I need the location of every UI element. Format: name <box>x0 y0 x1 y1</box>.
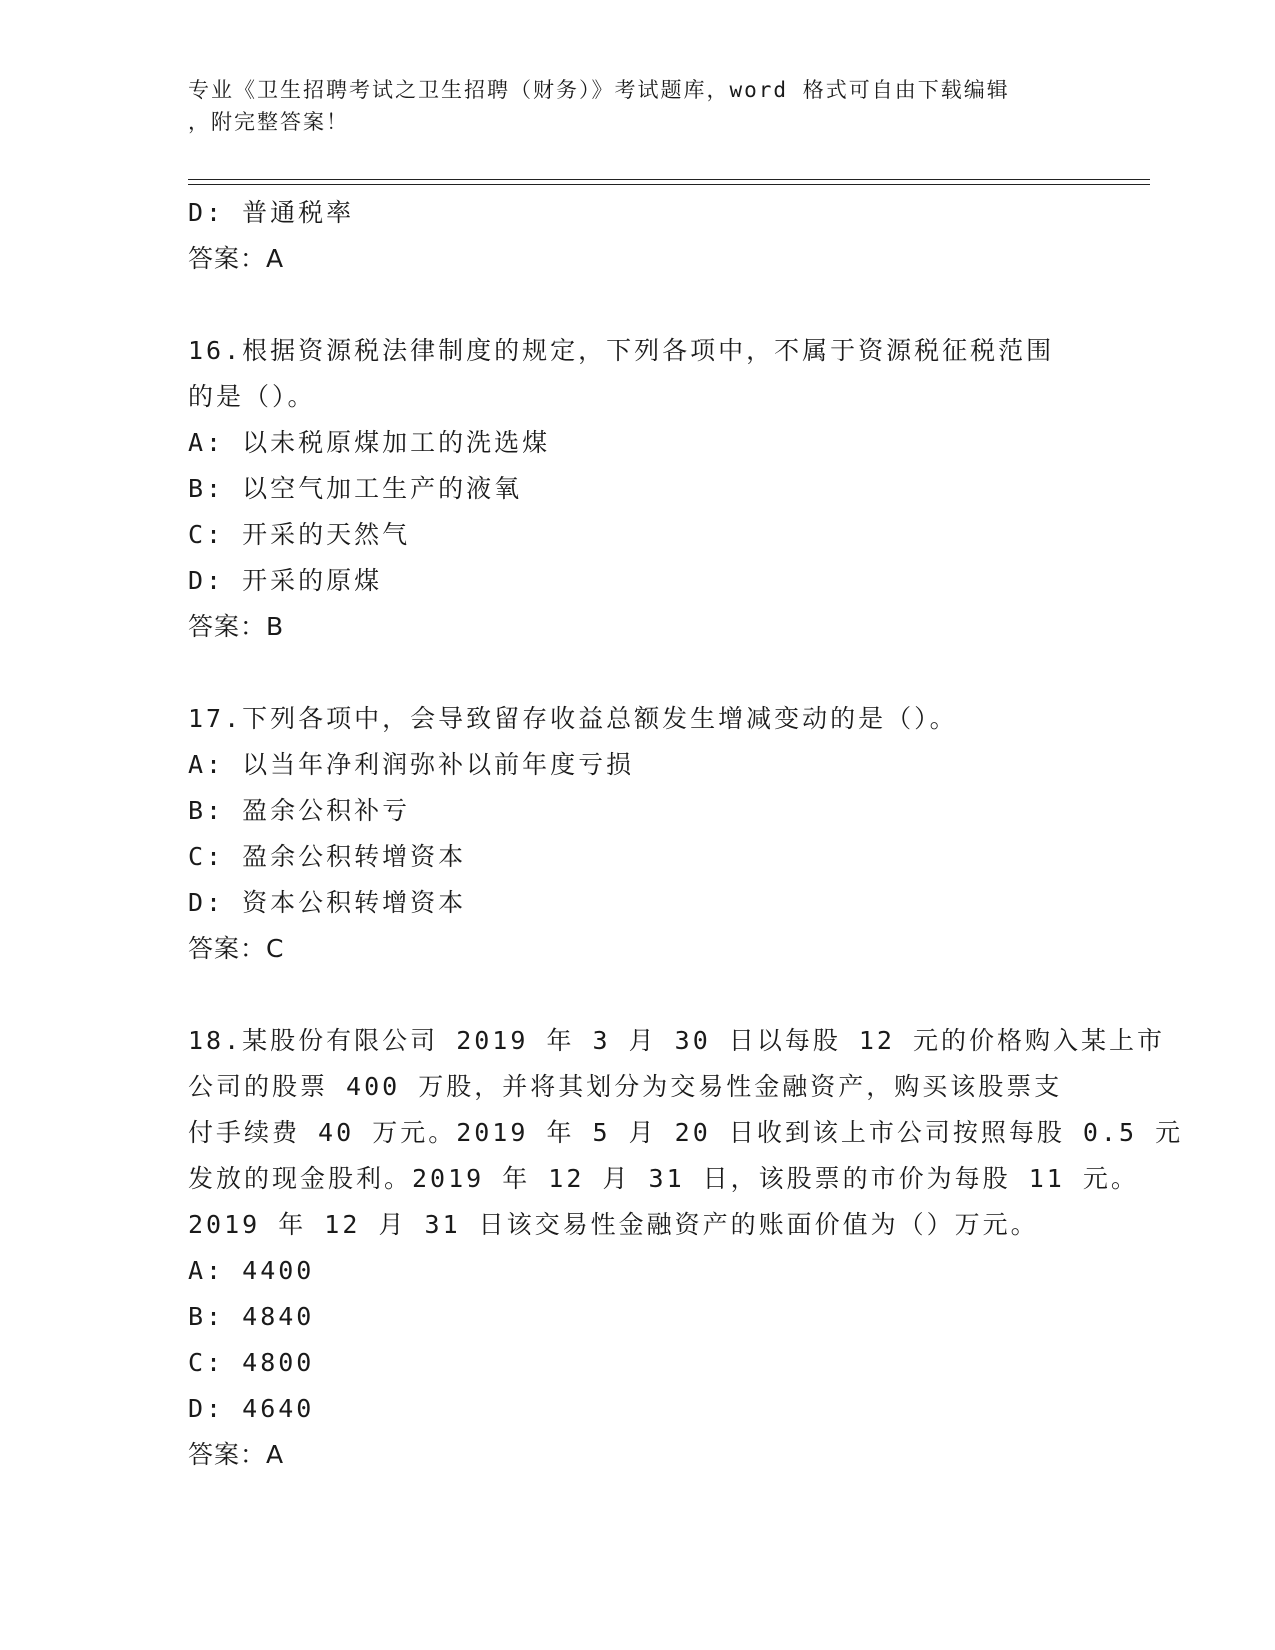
option-b: B: 盈余公积补亏 <box>188 796 411 825</box>
question-stem-line: 发放的现金股利。2019 年 12 月 31 日，该股票的市价为每股 11 元。 <box>188 1164 1139 1193</box>
question-stem-line: 16.根据资源税法律制度的规定，下列各项中，不属于资源税征税范围 <box>188 336 1055 365</box>
prev-option-d: D: 普通税率 <box>188 198 355 227</box>
answer: 答案：A <box>188 1440 285 1469</box>
question-stem-line: 的是（）。 <box>188 382 316 411</box>
prev-answer: 答案：A <box>188 244 285 273</box>
question-16 <box>188 328 1108 650</box>
spacer <box>188 650 1108 696</box>
question-stem-line: 18.某股份有限公司 2019 年 3 月 30 日以每股 12 元的价格购入某上市 <box>188 1026 1166 1055</box>
option-c: C: 4800 <box>188 1348 315 1377</box>
option-c: C: 开采的天然气 <box>188 520 411 549</box>
spacer <box>188 282 1108 328</box>
question-stem-line: 17.下列各项中，会导致留存收益总额发生增减变动的是（）。 <box>188 704 958 733</box>
question-18 <box>188 1018 1184 1478</box>
option-d: D: 4640 <box>188 1394 315 1423</box>
document-header <box>188 74 1088 138</box>
option-c: C: 盈余公积转增资本 <box>188 842 467 871</box>
spacer <box>188 972 1108 1018</box>
option-b: B: 以空气加工生产的液氧 <box>188 474 523 503</box>
answer: 答案：B <box>188 612 285 641</box>
question-17 <box>188 696 1108 972</box>
question-stem-line: 2019 年 12 月 31 日该交易性金融资产的账面价值为（）万元。 <box>188 1210 1039 1239</box>
answer: 答案：C <box>188 934 285 963</box>
question-stem-line: 公司的股票 400 万股，并将其划分为交易性金融资产，购买该股票支 <box>188 1072 1063 1101</box>
question-content <box>188 190 1184 1478</box>
header-line-1: 专业《卫生招聘考试之卫生招聘（财务）》考试题库，word 格式可自由下载编辑 <box>188 78 1010 102</box>
option-a: A: 以未税原煤加工的洗选煤 <box>188 428 551 457</box>
option-d: D: 开采的原煤 <box>188 566 383 595</box>
header-line-2: ，附完整答案！ <box>188 110 349 134</box>
header-divider-bottom <box>188 184 1150 185</box>
question-stem-line: 付手续费 40 万元。2019 年 5 月 20 日收到该上市公司按照每股 0.5 元 <box>188 1118 1184 1147</box>
header-divider-top <box>188 179 1150 180</box>
option-d: D: 资本公积转增资本 <box>188 888 467 917</box>
option-b: B: 4840 <box>188 1302 315 1331</box>
option-a: A: 4400 <box>188 1256 315 1285</box>
option-a: A: 以当年净利润弥补以前年度亏损 <box>188 750 635 779</box>
